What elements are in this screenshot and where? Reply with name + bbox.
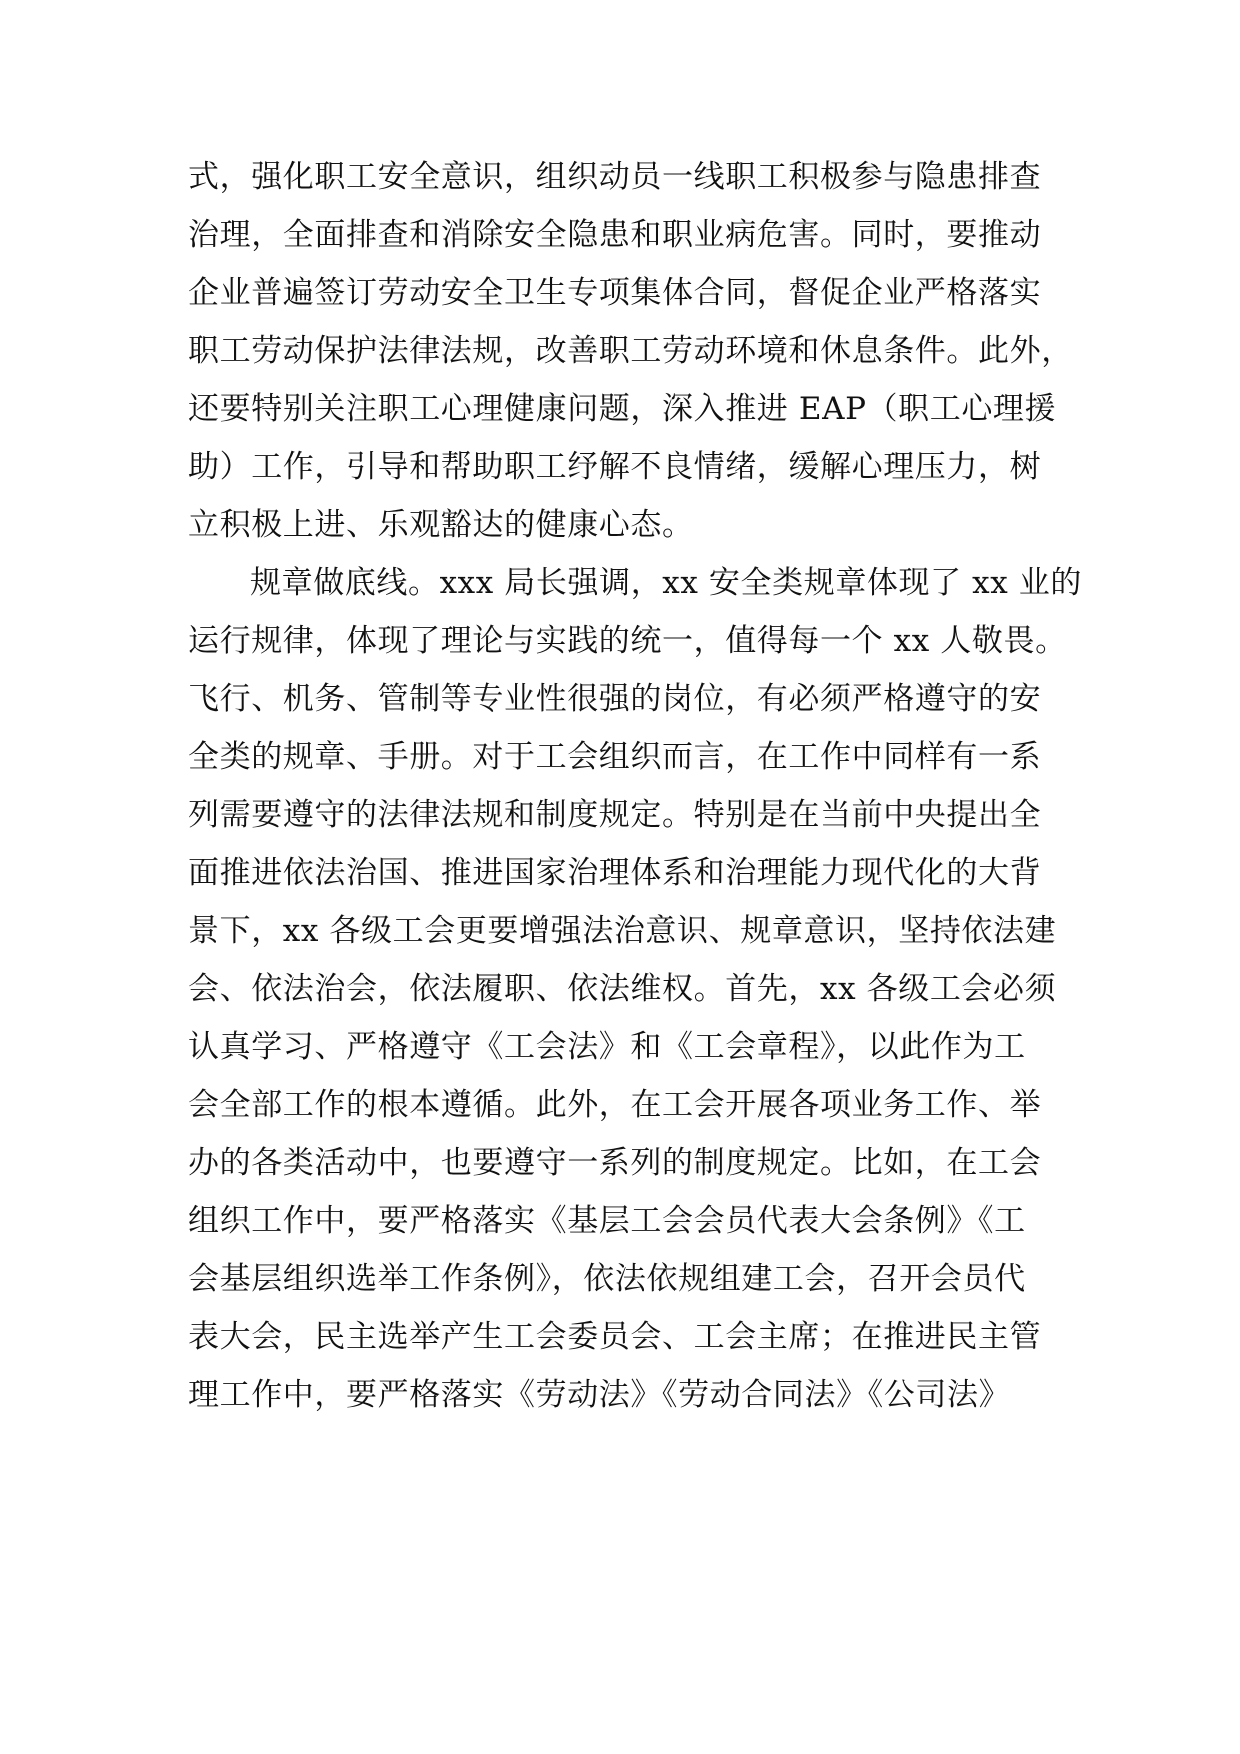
paragraph-line: 职工劳动保护法律法规，改善职工劳动环境和休息条件。此外， <box>188 333 1073 369</box>
paragraph-line: 助）工作，引导和帮助职工纾解不良情绪，缓解心理压力，树 <box>188 449 1042 485</box>
paragraph-line: 列需要遵守的法律法规和制度规定。特别是在当前中央提出全 <box>188 797 1042 833</box>
paragraph-line: 理工作中，要严格落实《劳动法》《劳动合同法》《公司法》 <box>188 1377 1011 1413</box>
paragraph-line: 认真学习、严格遵守《工会法》和《工会章程》，以此作为工 <box>188 1029 1026 1065</box>
paragraph-line: 式，强化职工安全意识，组织动员一线职工积极参与隐患排查 <box>188 159 1042 195</box>
paragraph-line: 飞行、机务、管制等专业性很强的岗位，有必须严格遵守的安 <box>188 681 1042 717</box>
paragraph-line: 规章做底线。xxx 局长强调，xx 安全类规章体现了 xx 业的 <box>250 565 1082 601</box>
paragraph-line: 表大会，民主选举产生工会委员会、工会主席；在推进民主管 <box>188 1319 1042 1355</box>
paragraph-line: 还要特别关注职工心理健康问题，深入推进 EAP（职工心理援 <box>188 391 1057 427</box>
paragraph-line: 全类的规章、手册。对于工会组织而言，在工作中同样有一系 <box>188 739 1042 775</box>
paragraph-line: 运行规律，体现了理论与实践的统一，值得每一个 xx 人敬畏。 <box>188 623 1067 659</box>
paragraph-line: 景下，xx 各级工会更要增强法治意识、规章意识，坚持依法建 <box>188 913 1057 949</box>
paragraph-line: 立积极上进、乐观豁达的健康心态。 <box>188 507 694 543</box>
paragraph-line: 面推进依法治国、推进国家治理体系和治理能力现代化的大背 <box>188 855 1042 891</box>
paragraph-line: 办的各类活动中，也要遵守一系列的制度规定。比如，在工会 <box>188 1145 1042 1181</box>
paragraph-line: 会、依法治会，依法履职、依法维权。首先，xx 各级工会必须 <box>188 971 1057 1007</box>
paragraph-line: 会全部工作的根本遵循。此外，在工会开展各项业务工作、举 <box>188 1087 1042 1123</box>
paragraph-line: 组织工作中，要严格落实《基层工会会员代表大会条例》《工 <box>188 1203 1026 1239</box>
paragraph-line: 会基层组织选举工作条例》，依法依规组建工会，召开会员代 <box>188 1261 1026 1297</box>
paragraph-line: 治理，全面排查和消除安全隐患和职业病危害。同时，要推动 <box>188 217 1042 253</box>
paragraph-line: 企业普遍签订劳动安全卫生专项集体合同，督促企业严格落实 <box>188 275 1042 311</box>
